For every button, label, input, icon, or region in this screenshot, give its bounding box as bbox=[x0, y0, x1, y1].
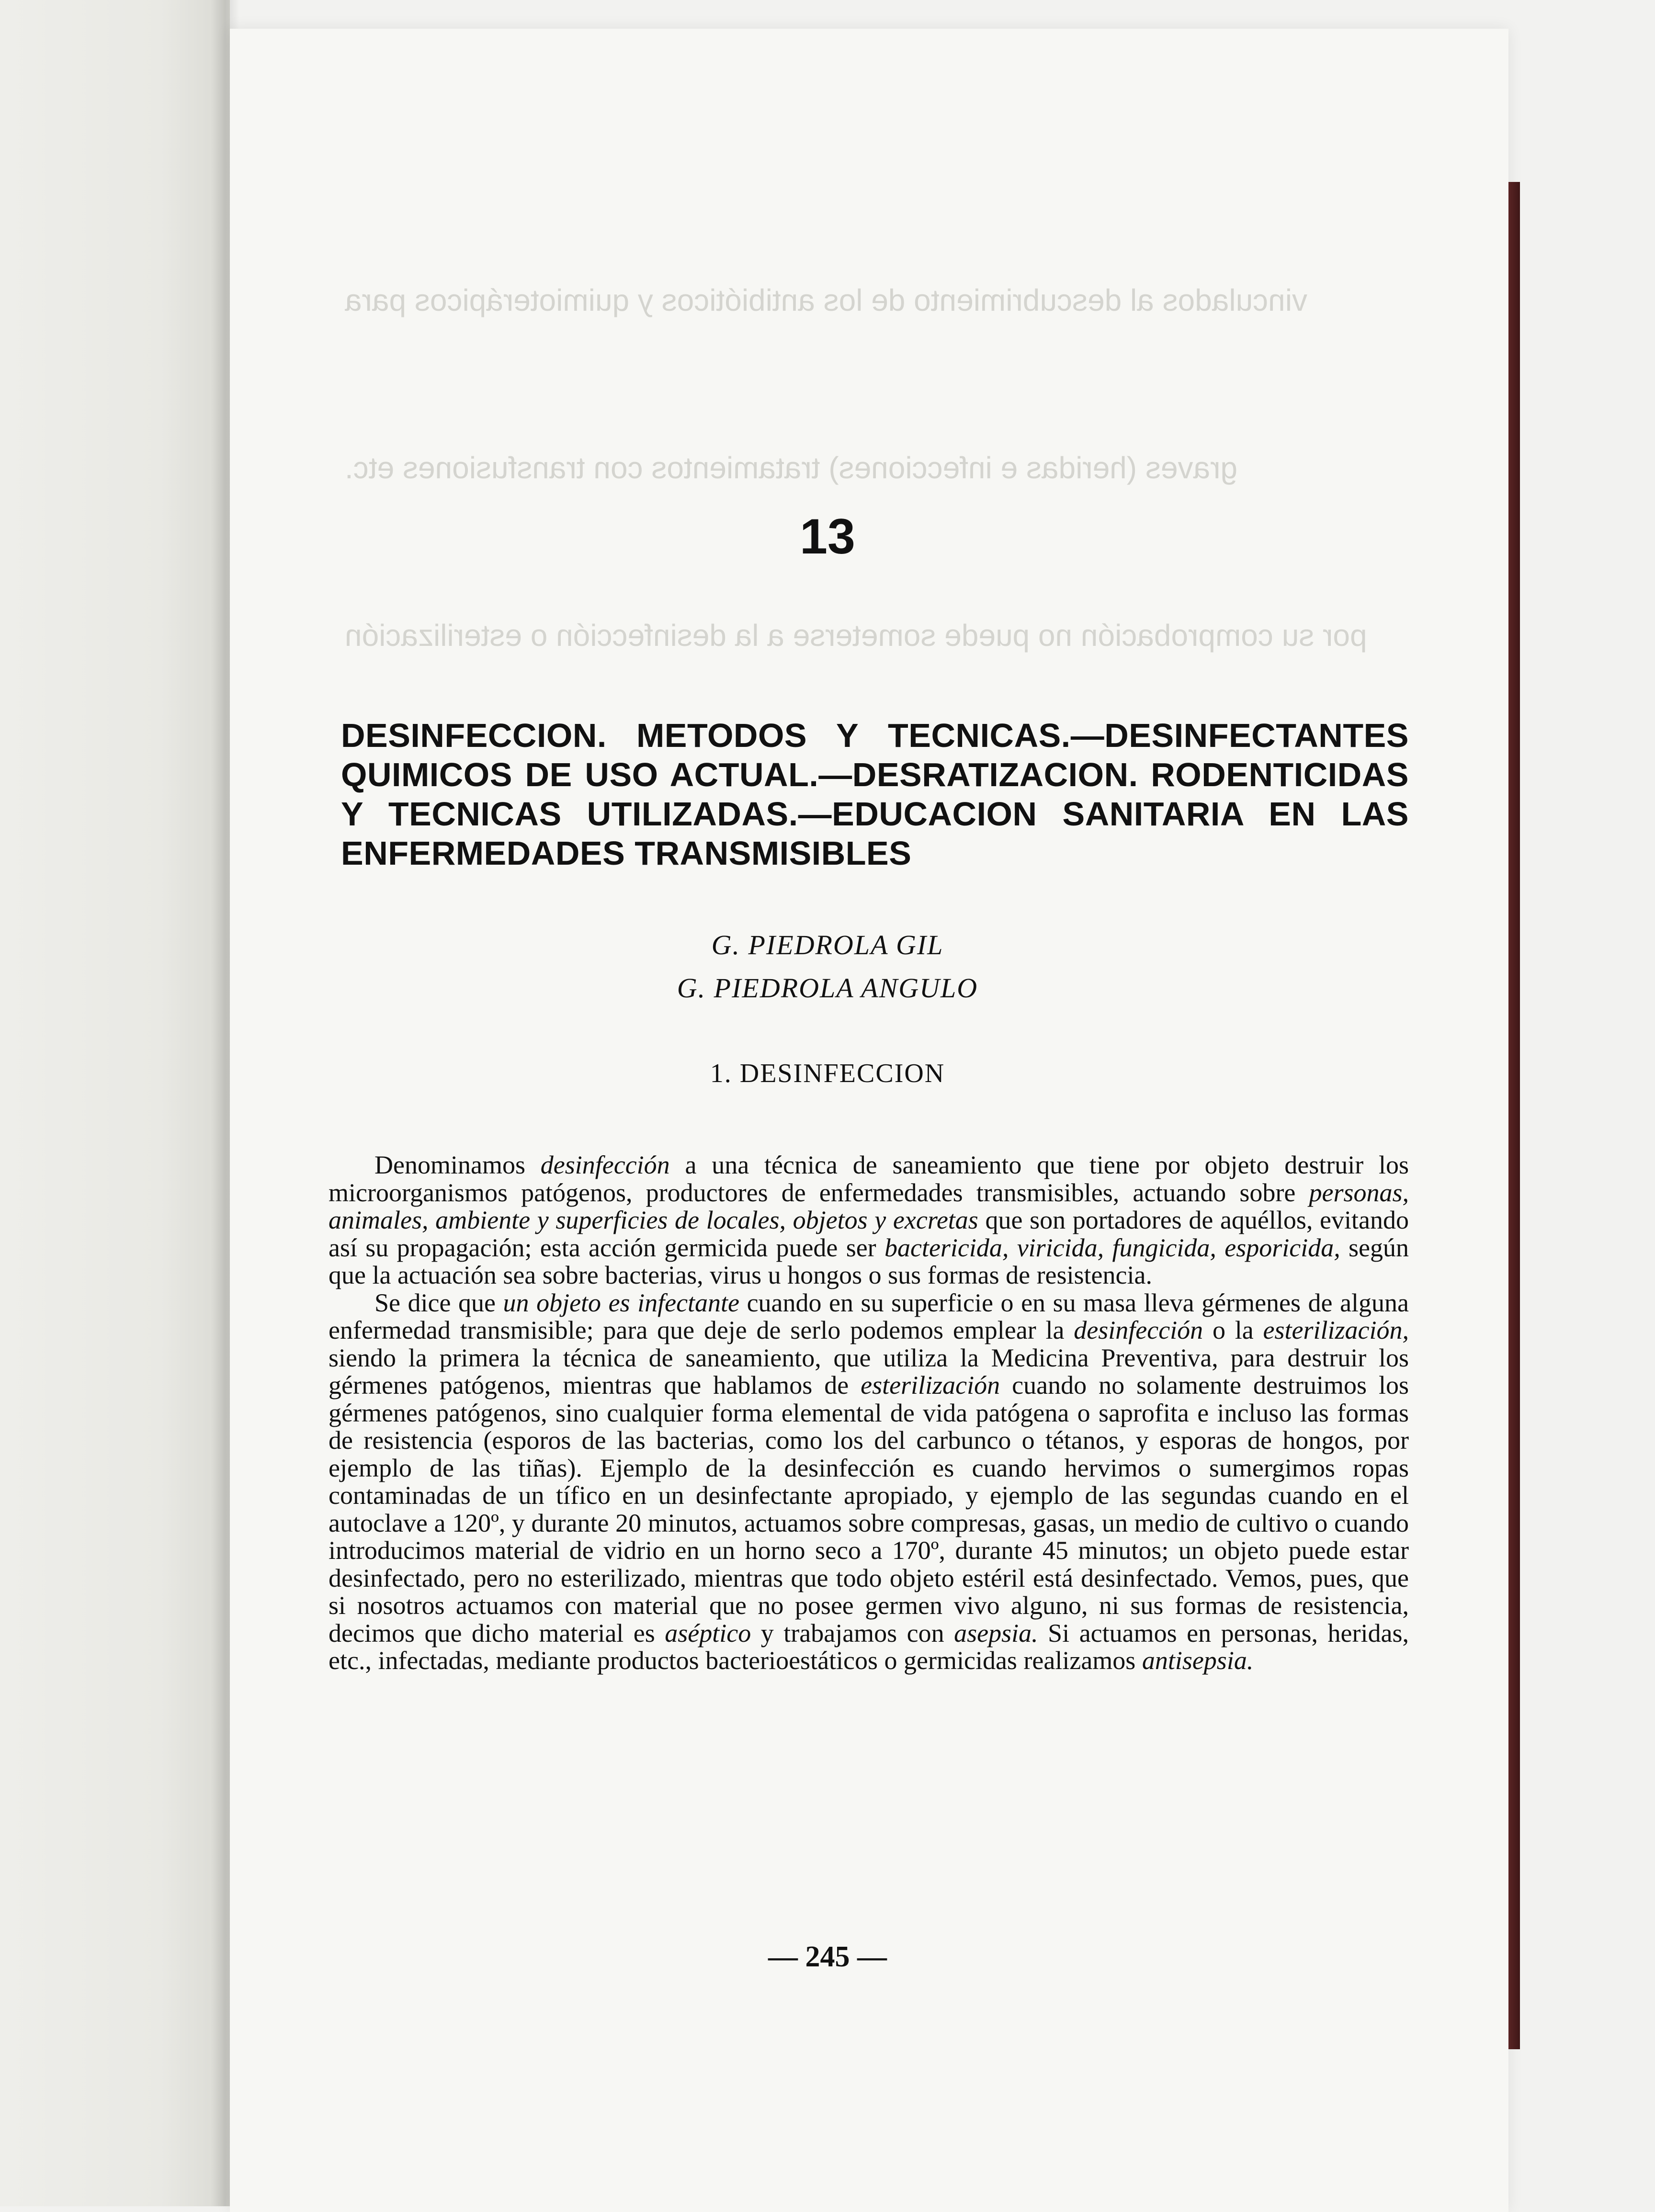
chapter-number: 13 bbox=[800, 509, 855, 564]
emphasis: personas, animales, ambiente y superficies de locales, objetos y excretas bbox=[329, 1178, 1409, 1234]
chapter-title: DESINFECCION. METODOS Y TECNICAS.—DESINFECTANTES QUIMICOS DE USO ACTUAL.—DESRATIZACION. RODENTICIDAS Y TECNICAS UTILIZADAS.—EDUCACION SANITARIA EN LAS ENFERMEDADES TRANSMISIBLES bbox=[341, 717, 1409, 872]
emphasis: desinfección bbox=[540, 1151, 670, 1179]
emphasis: esterilización bbox=[861, 1371, 1000, 1399]
emphasis: desinfección bbox=[1074, 1316, 1203, 1344]
paragraph: Denominamos desinfección a una técnica de saneamiento que tiene por objeto destruir los microorganismos patógenos, productores de enfermedades transmisibles, actuando sobre personas, animales, ambiente y superficies de locales, objetos y excretas que son portadores de aquéllos, evitando así su propagación; esta acción germicida puede ser bactericida, viricida, fungicida, esporicida, según que la actuación sea sobre bacterias, virus u hongos o sus formas de resistencia. bbox=[329, 1151, 1409, 1289]
body-text bbox=[329, 1151, 1409, 1675]
right-page bbox=[230, 29, 1508, 2212]
emphasis: asepsia. bbox=[954, 1618, 1038, 1648]
emphasis: aséptico bbox=[665, 1618, 751, 1648]
emphasis: un objeto es infectante bbox=[503, 1288, 740, 1317]
book-cover-edge bbox=[1508, 182, 1520, 2049]
emphasis: esterilización, bbox=[1263, 1316, 1409, 1344]
author-name: G. PIEDROLA ANGULO bbox=[677, 972, 978, 1004]
bleed-through-text: graves (heridas e infecciones) tratamientos con transfusiones etc. bbox=[345, 451, 1238, 485]
emphasis: bactericida, viricida, fungicida, esporicida, bbox=[884, 1233, 1340, 1262]
author-name: G. PIEDROLA GIL bbox=[711, 929, 944, 960]
section-heading: 1. DESINFECCION bbox=[710, 1059, 945, 1088]
emphasis: antisepsia. bbox=[1142, 1646, 1254, 1675]
paragraph: Se dice que un objeto es infectante cuando en su superficie o en su masa lleva gérmenes de alguna enfermedad transmisible; para que deje de serlo podemos emplear la desinfección o la esterilización, siendo la primera la técnica de saneamiento, que utiliza la Medicina Preventiva, para destruir los gérmenes patógenos, mientras que hablamos de esterilización cuando no solamente destruimos los gérmenes patógenos, sino cualquier forma elemental de vida patógena o saprofita e incluso las formas de resistencia (esporos de las bacterias, como los del carbunco o tétanos, y esporas de hongos, por ejemplo de las tiñas). Ejemplo de la desinfección es cuando hervimos o sumergimos ropas contaminadas de un tífico en un desinfectante apropiado, y ejemplo de las segundas cuando en el autoclave a 120º, y durante 20 minutos, actuamos sobre compresas, gasas, un medio de cultivo o cuando introducimos material de vidrio en un horno seco a 170º, durante 45 minutos; un objeto puede estar desinfectado, pero no esterilizado, mientras que todo objeto estéril está desinfectado. Vemos, pues, que si nosotros actuamos con material que no posee germen vivo alguno, ni sus formas de resistencia, decimos que dicho material es aséptico y trabajamos con asepsia. Si actuamos en personas, heridas, etc., infectadas, mediante productos bacterioestáticos o germicidas realizamos antisepsia. bbox=[329, 1288, 1409, 1675]
page-number: — 245 — bbox=[768, 1941, 887, 1973]
bleed-through-text: vinculados al descubrimiento de los antibióticos y quimioterápicos para bbox=[345, 283, 1307, 317]
left-page bbox=[0, 0, 230, 2206]
bleed-through-text: por su comprobación no puede someterse a la desinfección o esterilización bbox=[345, 618, 1367, 653]
